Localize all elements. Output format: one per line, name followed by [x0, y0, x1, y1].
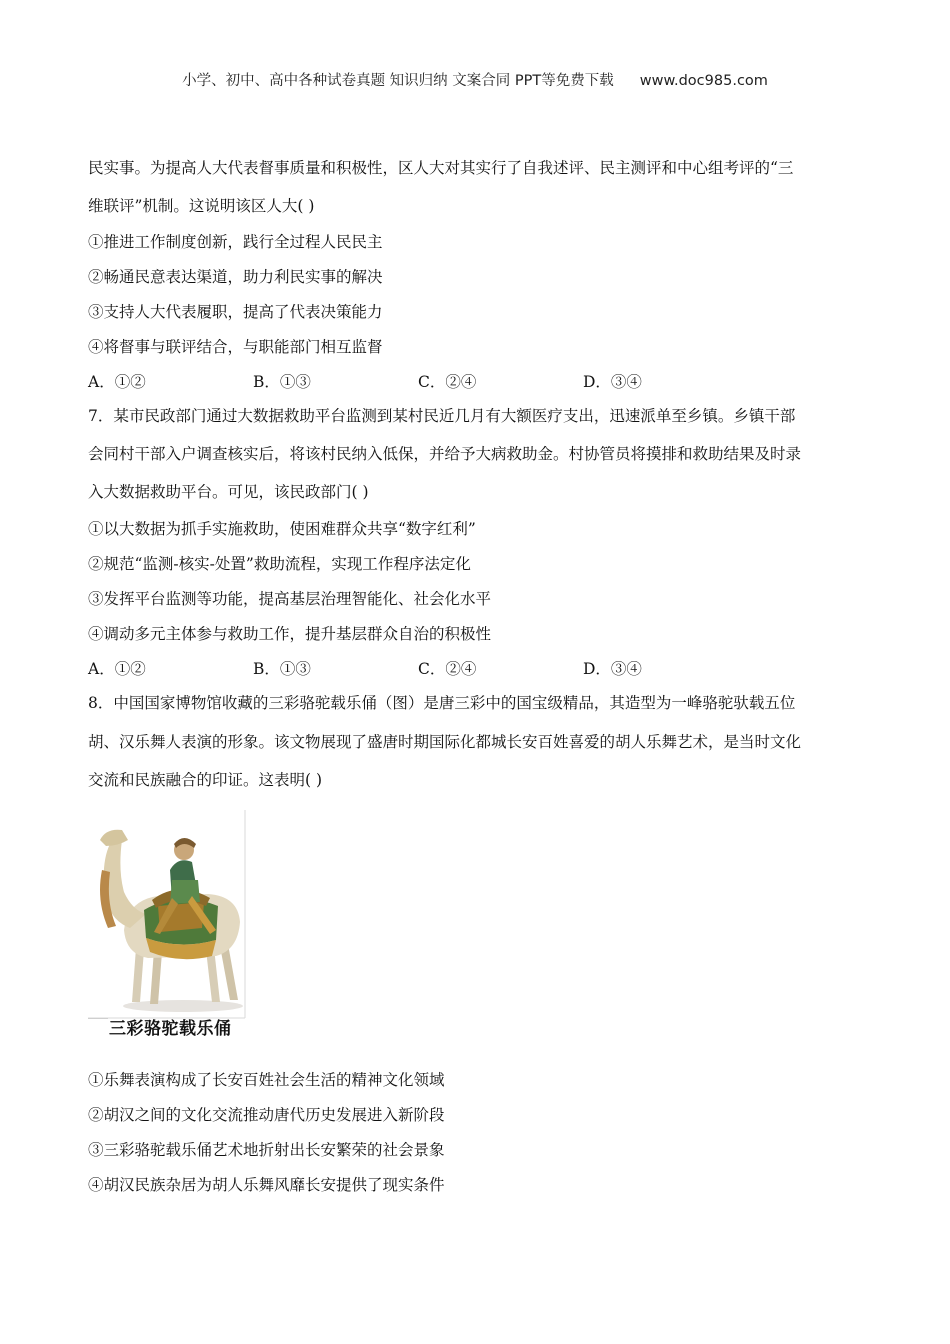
q8-line-1: 8．中国国家博物馆收藏的三彩骆驼载乐俑（图）是唐三彩中的国宝级精品，其造型为一峰骆驼驮载五位 [88, 694, 796, 712]
q6-option-a: A．①② [88, 373, 146, 391]
q6-item-1: ①推进工作制度创新，践行全过程人民民主 [88, 233, 383, 251]
q6-item-2: ②畅通民意表达渠道，助力利民实事的解决 [88, 268, 383, 286]
q7-option-c: C．②④ [418, 660, 477, 678]
q6-option-d: D．③④ [583, 373, 642, 391]
q6-option-b: B．①③ [253, 373, 311, 391]
q7-option-b: B．①③ [253, 660, 311, 678]
q6-item-4: ④将督事与联评结合，与职能部门相互监督 [88, 338, 383, 356]
q6-line-1: 民实事。为提高人大代表督事质量和积极性，区人大对其实行了自我述评、民主测评和中心组考评的“三 [88, 159, 794, 177]
q6-item-3: ③支持人大代表履职，提高了代表决策能力 [88, 303, 383, 321]
q6-line-2: 维联评”机制。这说明该区人大( ) [88, 197, 315, 215]
q7-item-2: ②规范“监测-核实-处置”救助流程，实现工作程序法定化 [88, 555, 471, 573]
q8-item-4: ④胡汉民族杂居为胡人乐舞风靡长安提供了现实条件 [88, 1176, 445, 1194]
q7-option-d: D．③④ [583, 660, 642, 678]
q7-line-3: 入大数据救助平台。可见，该民政部门( ) [88, 483, 369, 501]
q8-item-1: ①乐舞表演构成了长安百姓社会生活的精神文化领域 [88, 1071, 445, 1089]
header-text: 小学、初中、高中各种试卷真题 知识归纳 文案合同 PPT等免费下载 [182, 73, 614, 89]
q6-option-c: C．②④ [418, 373, 477, 391]
q7-option-a: A．①② [88, 660, 146, 678]
q8-line-3: 交流和民族融合的印证。这表明( ) [88, 771, 323, 789]
q7-line-1: 7．某市民政部门通过大数据救助平台监测到某村民近几月有大额医疗支出，迅速派单至乡镇。乡镇干部 [88, 407, 796, 425]
tricolor-camel-image [88, 810, 248, 1020]
q7-item-3: ③发挥平台监测等功能，提高基层治理智能化、社会化水平 [88, 590, 492, 608]
q8-item-3: ③三彩骆驼载乐俑艺术地折射出长安繁荣的社会景象 [88, 1141, 445, 1159]
q7-item-1: ①以大数据为抓手实施救助，使困难群众共享“数字红利” [88, 520, 476, 538]
caption-rule [88, 1018, 108, 1019]
page-header [0, 69, 950, 90]
figure-caption: 三彩骆驼载乐俑 [109, 1019, 232, 1039]
q7-item-4: ④调动多元主体参与救助工作，提升基层群众自治的积极性 [88, 625, 492, 643]
q7-line-2: 会同村干部入户调查核实后，将该村民纳入低保，并给予大病救助金。村协管员将摸排和救助结果及时录 [88, 445, 802, 463]
header-site-link[interactable]: www.doc985.com [639, 73, 768, 89]
camel-figure [88, 810, 248, 1040]
q8-line-2: 胡、汉乐舞人表演的形象。该文物展现了盛唐时期国际化都城长安百姓喜爱的胡人乐舞艺术，是当时文化 [88, 733, 802, 751]
q8-item-2: ②胡汉之间的文化交流推动唐代历史发展进入新阶段 [88, 1106, 445, 1124]
